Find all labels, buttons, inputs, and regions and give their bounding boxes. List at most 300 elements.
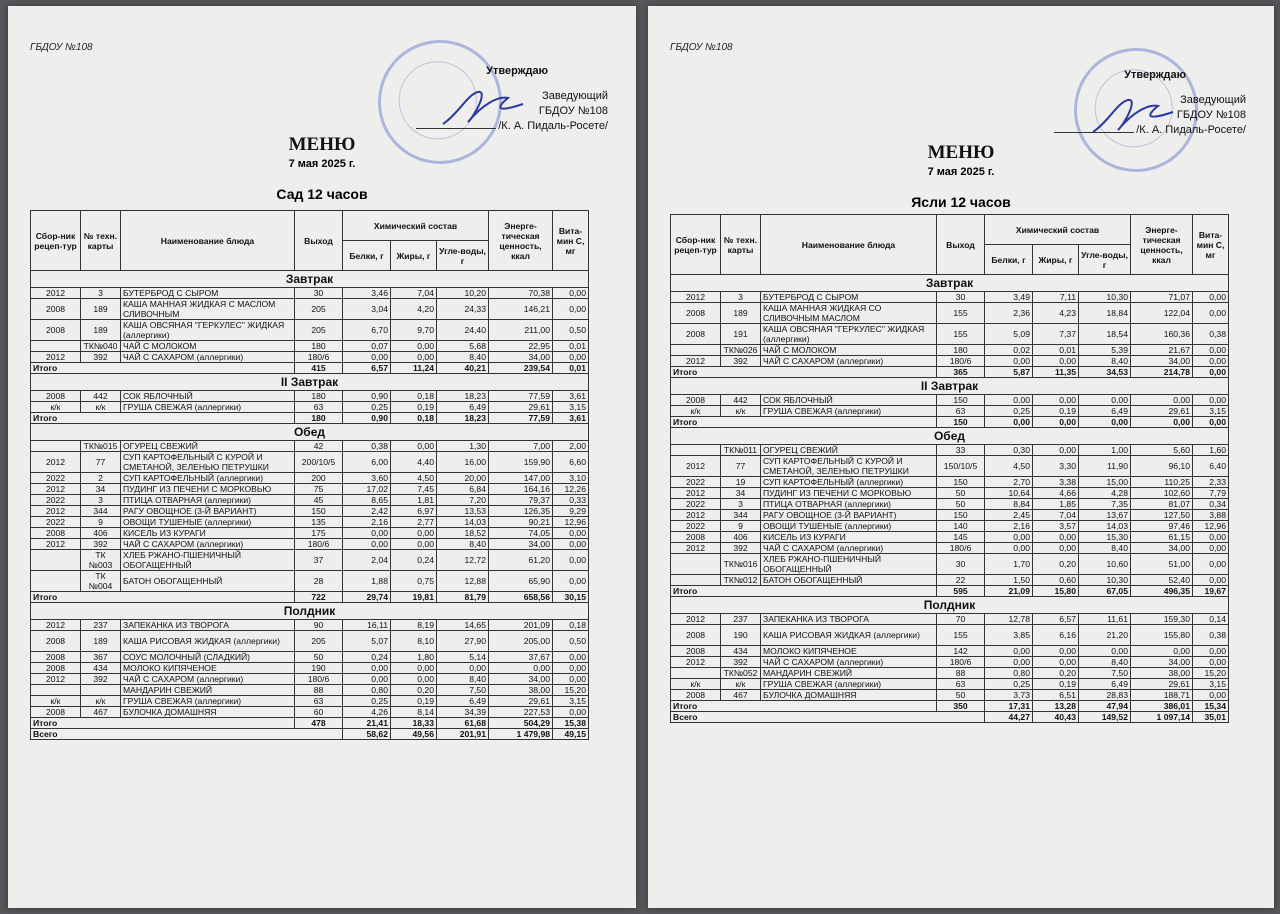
dish-row — [31, 352, 589, 363]
vitamin-c: 6,60 — [553, 452, 589, 473]
tech-card-number: 3 — [721, 499, 761, 510]
recipe-collection — [31, 341, 81, 352]
yield: 88 — [295, 685, 343, 696]
carbs: 0,00 — [1079, 395, 1131, 406]
vitamin-c: 3,15 — [553, 402, 589, 413]
dish-name: ОВОЩИ ТУШЕНЫЕ (аллергики) — [121, 517, 295, 528]
protein: 16,11 — [343, 620, 391, 631]
col-carbs: Угле-воды, г — [1079, 245, 1131, 275]
approve-name: /К. А. Пидаль-Росете/ — [1136, 124, 1246, 136]
signature-line — [416, 128, 496, 129]
fat: 6,51 — [1033, 690, 1079, 701]
tech-card-number: 344 — [81, 506, 121, 517]
yield: 50 — [937, 690, 985, 701]
energy: 51,00 — [1131, 554, 1193, 575]
energy: 126,35 — [489, 506, 553, 517]
fat: 7,04 — [391, 288, 437, 299]
carbs: 10,60 — [1079, 554, 1131, 575]
tech-card-number: ТК№012 — [721, 575, 761, 586]
recipe-collection: 2022 — [31, 473, 81, 484]
tech-card-number: 237 — [721, 614, 761, 625]
tech-card-number: 2 — [81, 473, 121, 484]
approve-org: ГБДОУ №108 — [538, 105, 608, 117]
fat: 0,75 — [391, 571, 437, 592]
energy: 188,71 — [1131, 690, 1193, 701]
energy: 0,00 — [1131, 395, 1193, 406]
tech-card-number: 19 — [721, 477, 761, 488]
energy: 71,07 — [1131, 292, 1193, 303]
carbs: 28,83 — [1079, 690, 1131, 701]
dish-name: ГРУША СВЕЖАЯ (аллергики) — [121, 402, 295, 413]
fat: 0,18 — [391, 391, 437, 402]
yield: 33 — [937, 445, 985, 456]
fat: 0,00 — [1033, 532, 1079, 543]
yield: 50 — [295, 652, 343, 663]
dish-name: ГРУША СВЕЖАЯ (аллергики) — [121, 696, 295, 707]
dish-row — [31, 473, 589, 484]
protein: 4,50 — [985, 456, 1033, 477]
total-fat: 49,56 — [391, 729, 437, 740]
vitamin-c: 6,40 — [1193, 456, 1229, 477]
protein: 8,84 — [985, 499, 1033, 510]
fat: 4,40 — [391, 452, 437, 473]
col-carbs: Угле-воды, г — [437, 241, 489, 271]
fat: 0,60 — [1033, 575, 1079, 586]
vitamin-c: 0,00 — [1193, 356, 1229, 367]
total-label: Всего — [671, 712, 985, 723]
total-fat: 11,24 — [391, 363, 437, 374]
carbs: 8,40 — [437, 352, 489, 363]
total-energy: 504,29 — [489, 718, 553, 729]
dish-name: КАША МАННАЯ ЖИДКАЯ С МАСЛОМ СЛИВОЧНЫМ — [121, 299, 295, 320]
energy: 70,38 — [489, 288, 553, 299]
protein: 4,26 — [343, 707, 391, 718]
fat: 8,10 — [391, 631, 437, 652]
total-yield: 595 — [937, 586, 985, 597]
carbs: 5,14 — [437, 652, 489, 663]
total-vitamin-c: 0,01 — [553, 363, 589, 374]
carbs: 14,03 — [437, 517, 489, 528]
vitamin-c: 0,50 — [553, 631, 589, 652]
tech-card-number: 392 — [721, 657, 761, 668]
fat: 0,00 — [391, 352, 437, 363]
recipe-collection: 2012 — [31, 506, 81, 517]
col-chemical: Химический состав — [343, 211, 489, 241]
vitamin-c: 3,15 — [1193, 406, 1229, 417]
subtotal-row — [31, 592, 589, 603]
protein: 2,16 — [985, 521, 1033, 532]
total-fat: 40,43 — [1033, 712, 1079, 723]
dish-name: ЧАЙ С САХАРОМ (аллергики) — [761, 356, 937, 367]
recipe-collection: 2012 — [31, 674, 81, 685]
energy: 29,61 — [1131, 679, 1193, 690]
vitamin-c: 12,26 — [553, 484, 589, 495]
yield: 180/6 — [937, 356, 985, 367]
vitamin-c: 0,50 — [553, 320, 589, 341]
total-vitamin-c: 0,00 — [1193, 367, 1229, 378]
fat: 3,38 — [1033, 477, 1079, 488]
fat: 7,45 — [391, 484, 437, 495]
yield: 140 — [937, 521, 985, 532]
tech-card-number: 189 — [81, 320, 121, 341]
protein: 0,25 — [343, 402, 391, 413]
dish-row — [671, 488, 1229, 499]
total-fat: 11,35 — [1033, 367, 1079, 378]
total-yield: 478 — [295, 718, 343, 729]
fat: 0,00 — [1033, 543, 1079, 554]
vitamin-c: 0,14 — [1193, 614, 1229, 625]
protein: 0,00 — [985, 657, 1033, 668]
fat: 8,19 — [391, 620, 437, 631]
protein: 2,16 — [343, 517, 391, 528]
yield: 150 — [937, 395, 985, 406]
vitamin-c: 0,01 — [553, 341, 589, 352]
yield: 37 — [295, 550, 343, 571]
energy: 110,25 — [1131, 477, 1193, 488]
dish-name: БУЛОЧКА ДОМАШНЯЯ — [121, 707, 295, 718]
energy: 127,50 — [1131, 510, 1193, 521]
subtotal-row — [671, 417, 1229, 428]
meal-section-title: Завтрак — [671, 275, 1229, 292]
tech-card-number: 442 — [721, 395, 761, 406]
carbs: 7,35 — [1079, 499, 1131, 510]
fat: 4,50 — [391, 473, 437, 484]
energy: 61,20 — [489, 550, 553, 571]
dish-name: ЧАЙ С МОЛОКОМ — [121, 341, 295, 352]
tech-card-number: 392 — [81, 352, 121, 363]
protein: 17,02 — [343, 484, 391, 495]
energy: 97,46 — [1131, 521, 1193, 532]
approve-position: Заведующий — [542, 90, 608, 102]
total-vitamin-c: 0,00 — [1193, 417, 1229, 428]
dish-row — [31, 652, 589, 663]
meal-section-row — [31, 603, 589, 620]
dish-name: ЧАЙ С САХАРОМ (аллергики) — [761, 543, 937, 554]
dish-row — [671, 625, 1229, 646]
dish-row — [31, 452, 589, 473]
tech-card-number — [81, 685, 121, 696]
fat: 8,14 — [391, 707, 437, 718]
energy: 102,60 — [1131, 488, 1193, 499]
energy: 155,80 — [1131, 625, 1193, 646]
carbs: 1,30 — [437, 441, 489, 452]
total-protein: 21,09 — [985, 586, 1033, 597]
total-label: Итого — [31, 363, 295, 374]
tech-card-number: 392 — [721, 543, 761, 554]
energy: 74,05 — [489, 528, 553, 539]
protein: 6,70 — [343, 320, 391, 341]
fat: 7,04 — [1033, 510, 1079, 521]
protein: 0,00 — [985, 356, 1033, 367]
total-energy: 658,56 — [489, 592, 553, 603]
protein: 2,45 — [985, 510, 1033, 521]
recipe-collection: 2008 — [31, 663, 81, 674]
carbs: 8,40 — [1079, 543, 1131, 554]
total-yield: 150 — [937, 417, 985, 428]
carbs: 0,00 — [437, 663, 489, 674]
fat: 0,00 — [391, 528, 437, 539]
yield: 150 — [937, 477, 985, 488]
vitamin-c: 9,29 — [553, 506, 589, 517]
carbs: 1,00 — [1079, 445, 1131, 456]
tech-card-number: ТК №004 — [81, 571, 121, 592]
tech-card-number: 406 — [81, 528, 121, 539]
protein: 0,00 — [343, 663, 391, 674]
total-protein: 6,57 — [343, 363, 391, 374]
tech-card-number: 406 — [721, 532, 761, 543]
yield: 155 — [937, 324, 985, 345]
meal-section-row — [671, 275, 1229, 292]
fat: 6,16 — [1033, 625, 1079, 646]
fat: 0,24 — [391, 550, 437, 571]
fat: 4,20 — [391, 299, 437, 320]
recipe-collection: 2012 — [671, 488, 721, 499]
tech-card-number: 77 — [81, 452, 121, 473]
tech-card-number: 189 — [81, 631, 121, 652]
yield: 150/10/5 — [937, 456, 985, 477]
vitamin-c: 0,33 — [553, 495, 589, 506]
energy: 7,00 — [489, 441, 553, 452]
dish-row — [671, 532, 1229, 543]
energy: 21,67 — [1131, 345, 1193, 356]
carbs: 6,49 — [1079, 406, 1131, 417]
meal-section-row — [671, 597, 1229, 614]
vitamin-c: 0,00 — [1193, 303, 1229, 324]
energy: 29,61 — [1131, 406, 1193, 417]
signature-line — [1054, 132, 1134, 133]
total-carbs: 201,91 — [437, 729, 489, 740]
recipe-collection: 2008 — [31, 652, 81, 663]
yield: 63 — [295, 696, 343, 707]
dish-row — [31, 441, 589, 452]
protein: 0,24 — [343, 652, 391, 663]
total-protein: 21,41 — [343, 718, 391, 729]
recipe-collection: 2022 — [31, 517, 81, 528]
total-energy: 214,78 — [1131, 367, 1193, 378]
protein: 2,42 — [343, 506, 391, 517]
total-protein: 5,87 — [985, 367, 1033, 378]
total-vitamin-c: 35,01 — [1193, 712, 1229, 723]
protein: 1,88 — [343, 571, 391, 592]
menu-sheet-garden — [8, 6, 636, 908]
total-protein: 17,31 — [985, 701, 1033, 712]
tech-card-number: 344 — [721, 510, 761, 521]
dish-name: ПТИЦА ОТВАРНАЯ (аллергики) — [121, 495, 295, 506]
fat: 4,66 — [1033, 488, 1079, 499]
total-fat: 0,00 — [1033, 417, 1079, 428]
menu-sheet-nursery — [648, 6, 1274, 908]
meal-section-row — [671, 428, 1229, 445]
energy: 77,59 — [489, 391, 553, 402]
vitamin-c: 0,00 — [1193, 395, 1229, 406]
dish-row — [671, 554, 1229, 575]
tech-card-number: 3 — [721, 292, 761, 303]
total-label: Итого — [671, 701, 937, 712]
protein: 0,80 — [985, 668, 1033, 679]
meal-section-title: Обед — [31, 424, 589, 441]
carbs: 13,53 — [437, 506, 489, 517]
dish-name: КАША ОВСЯНАЯ "ГЕРКУЛЕС" ЖИДКАЯ (аллергики) — [121, 320, 295, 341]
dish-name: РАГУ ОВОЩНОЕ (3-Й ВАРИАНТ) — [761, 510, 937, 521]
dish-row — [671, 456, 1229, 477]
dish-name: МОЛОКО КИПЯЧЕНОЕ — [121, 663, 295, 674]
vitamin-c: 0,00 — [553, 352, 589, 363]
total-fat: 19,81 — [391, 592, 437, 603]
recipe-collection — [671, 445, 721, 456]
tech-card-number: ТК№015 — [81, 441, 121, 452]
tech-card-number: 9 — [81, 517, 121, 528]
vitamin-c: 0,00 — [1193, 345, 1229, 356]
dish-row — [31, 320, 589, 341]
vitamin-c: 0,18 — [553, 620, 589, 631]
total-energy: 239,54 — [489, 363, 553, 374]
energy: 164,16 — [489, 484, 553, 495]
meal-section-row — [31, 424, 589, 441]
col-tech-card: № техн. карты — [81, 211, 121, 271]
energy: 29,61 — [489, 402, 553, 413]
recipe-collection: 2008 — [31, 707, 81, 718]
total-energy: 386,01 — [1131, 701, 1193, 712]
tech-card-number: 434 — [721, 646, 761, 657]
recipe-collection: 2008 — [31, 320, 81, 341]
vitamin-c: 3,10 — [553, 473, 589, 484]
total-vitamin-c: 49,15 — [553, 729, 589, 740]
dish-row — [31, 299, 589, 320]
fat: 0,00 — [1033, 646, 1079, 657]
approve-title: Утверждаю — [1124, 69, 1186, 81]
vitamin-c: 0,00 — [1193, 554, 1229, 575]
recipe-collection: 2008 — [671, 625, 721, 646]
tech-card-number: 3 — [81, 495, 121, 506]
energy: 34,00 — [489, 674, 553, 685]
fat: 0,00 — [1033, 657, 1079, 668]
yield: 180/6 — [295, 352, 343, 363]
carbs: 4,28 — [1079, 488, 1131, 499]
tech-card-number: к/к — [721, 679, 761, 690]
subtotal-row — [31, 718, 589, 729]
total-vitamin-c: 19,67 — [1193, 586, 1229, 597]
yield: 155 — [937, 625, 985, 646]
approve-name: /К. А. Пидаль-Росете/ — [498, 120, 608, 132]
recipe-collection: 2022 — [31, 495, 81, 506]
menu-title: МЕНЮ — [288, 134, 356, 155]
recipe-collection: 2012 — [671, 614, 721, 625]
tech-card-number: ТК №003 — [81, 550, 121, 571]
recipe-collection: 2008 — [31, 631, 81, 652]
energy: 5,60 — [1131, 445, 1193, 456]
yield: 150 — [295, 506, 343, 517]
recipe-collection — [671, 668, 721, 679]
fat: 0,00 — [391, 674, 437, 685]
tech-card-number: 77 — [721, 456, 761, 477]
protein: 0,00 — [985, 543, 1033, 554]
dish-row — [31, 484, 589, 495]
vitamin-c: 12,96 — [1193, 521, 1229, 532]
yield: 175 — [295, 528, 343, 539]
yield: 30 — [295, 288, 343, 299]
dish-name: БАТОН ОБОГАЩЕННЫЙ — [121, 571, 295, 592]
protein: 6,00 — [343, 452, 391, 473]
dish-row — [671, 657, 1229, 668]
tech-card-number: 3 — [81, 288, 121, 299]
carbs: 21,20 — [1079, 625, 1131, 646]
recipe-collection: 2008 — [31, 299, 81, 320]
carbs: 14,03 — [1079, 521, 1131, 532]
dish-row — [31, 288, 589, 299]
vitamin-c: 0,00 — [1193, 575, 1229, 586]
dish-row — [31, 506, 589, 517]
dish-row — [671, 345, 1229, 356]
vitamin-c: 3,15 — [1193, 679, 1229, 690]
meal-section-title: II Завтрак — [671, 378, 1229, 395]
tech-card-number: к/к — [721, 406, 761, 417]
protein: 2,04 — [343, 550, 391, 571]
dish-name: КАША МАННАЯ ЖИДКАЯ СО СЛИВОЧНЫМ МАСЛОМ — [761, 303, 937, 324]
carbs: 27,90 — [437, 631, 489, 652]
energy: 34,00 — [1131, 356, 1193, 367]
protein: 0,00 — [343, 528, 391, 539]
carbs: 11,90 — [1079, 456, 1131, 477]
energy: 159,30 — [1131, 614, 1193, 625]
yield: 75 — [295, 484, 343, 495]
total-fat: 15,80 — [1033, 586, 1079, 597]
total-fat: 13,28 — [1033, 701, 1079, 712]
vitamin-c: 1,60 — [1193, 445, 1229, 456]
vitamin-c: 3,88 — [1193, 510, 1229, 521]
vitamin-c: 0,00 — [1193, 532, 1229, 543]
menu-subtitle: Сад 12 часов — [276, 186, 368, 202]
dish-row — [31, 631, 589, 652]
recipe-collection — [671, 575, 721, 586]
energy: 147,00 — [489, 473, 553, 484]
yield: 22 — [937, 575, 985, 586]
vitamin-c: 0,00 — [553, 663, 589, 674]
fat: 1,81 — [391, 495, 437, 506]
recipe-collection: 2008 — [671, 395, 721, 406]
fat: 0,00 — [391, 663, 437, 674]
col-chemical: Химический состав — [985, 215, 1131, 245]
vitamin-c: 2,33 — [1193, 477, 1229, 488]
vitamin-c: 0,38 — [1193, 625, 1229, 646]
dish-row — [671, 477, 1229, 488]
yield: 135 — [295, 517, 343, 528]
protein: 0,00 — [343, 539, 391, 550]
yield: 200 — [295, 473, 343, 484]
energy: 146,21 — [489, 299, 553, 320]
dish-name: ГРУША СВЕЖАЯ (аллергики) — [761, 406, 937, 417]
yield: 190 — [295, 663, 343, 674]
protein: 0,38 — [343, 441, 391, 452]
recipe-collection: 2012 — [671, 292, 721, 303]
total-fat: 0,18 — [391, 413, 437, 424]
total-vitamin-c: 3,61 — [553, 413, 589, 424]
total-label: Итого — [31, 718, 295, 729]
dish-row — [671, 445, 1229, 456]
total-carbs: 81,79 — [437, 592, 489, 603]
yield: 200/10/5 — [295, 452, 343, 473]
dish-row — [671, 406, 1229, 417]
total-yield: 180 — [295, 413, 343, 424]
meal-section-title: Полдник — [671, 597, 1229, 614]
dish-row — [671, 292, 1229, 303]
yield: 60 — [295, 707, 343, 718]
yield: 88 — [937, 668, 985, 679]
meal-section-title: Полдник — [31, 603, 589, 620]
yield: 42 — [295, 441, 343, 452]
dish-row — [671, 510, 1229, 521]
col-vitamin-c: Вита-мин С, мг — [1193, 215, 1229, 275]
tech-card-number: 191 — [721, 324, 761, 345]
